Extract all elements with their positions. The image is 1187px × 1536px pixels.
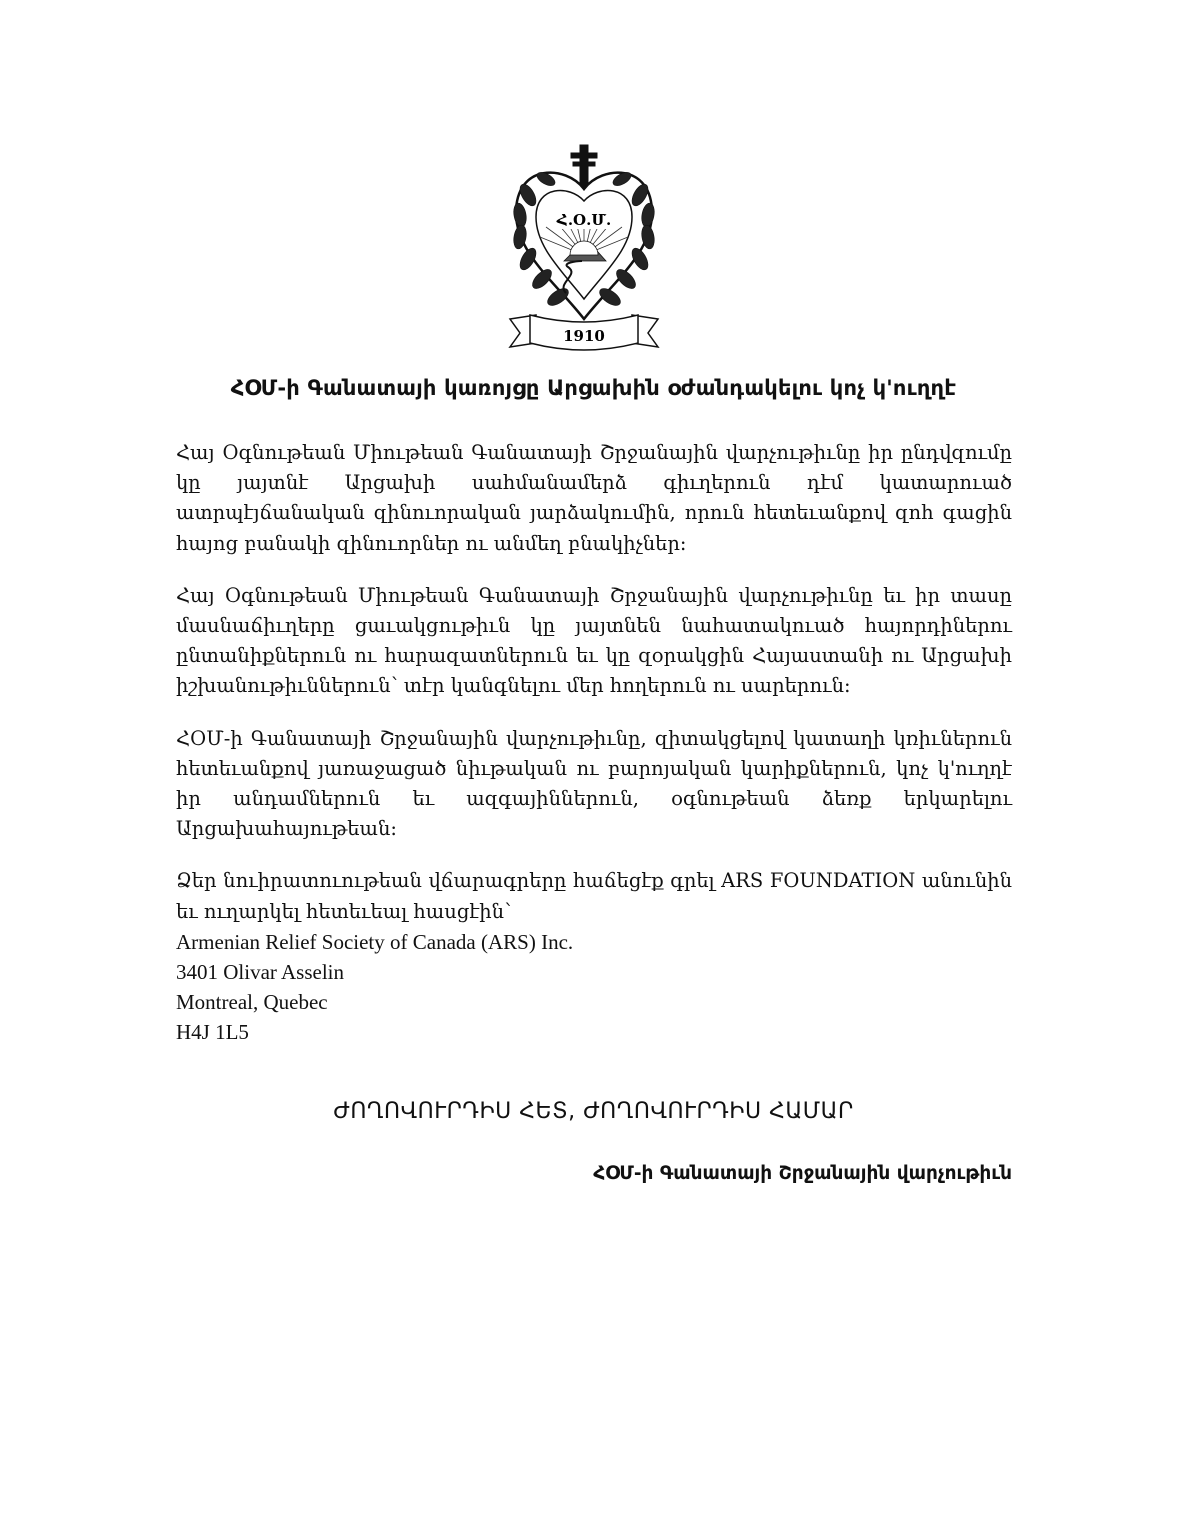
page-title: ՀՕՄ-ի Գանատայի կառոյցը Արցախին օժանդակելու կոչ կ'ուղղէ <box>230 376 957 400</box>
address-line-street: 3401 Olivar Asselin <box>176 960 344 985</box>
ars-emblem <box>506 143 662 355</box>
address-line-organization: Armenian Relief Society of Canada (ARS) Inc. <box>176 929 574 954</box>
address-line-city: Montreal, Quebec <box>176 990 328 1015</box>
emblem-graphic <box>506 143 662 355</box>
signature: ՀՕՄ-ի Գանատայի Շրջանային վարչութիւն <box>593 1163 1012 1184</box>
paragraph-4: Ձեր նուիրատուութեան վճարագրերը հաճեցէք գրել ARS FOUNDATION անունին եւ ուղարկել հետեւեալ հասցէին՝ <box>176 869 1012 923</box>
paragraph-2: Հայ Օգնութեան Միութեան Գանատայի Շրջանային վարչութիւնը եւ իր տասը մասնաճիւղերը ցաւակցութիւն կը յայտնեն նահատակուած հայորդիներու ընտանիքներուն ու հարազատներուն եւ կը զօրակցին Հայաստանի ու Արցախի իշխանութիւններուն՝ տէր կանգնելու մեր հողերուն ու սարերուն։ <box>176 583 1012 698</box>
address-line-postal-code: H4J 1L5 <box>176 1020 249 1045</box>
paragraph-1: Հայ Օգնութեան Միութեան Գանատայի Շրջանային վարչութիւնը իր ընդվզումը կը յայտնէ Արցախի սահմանամերձ գիւղերուն դէմ կատարուած ատրպէյճանական զինուորական յարձակումին, որուն հետեւանքով զոհ գացին հայոց բանակի զինուորներ ու անմեղ բնակիչներ։ <box>176 441 1012 555</box>
letter-body <box>176 438 1012 1048</box>
paragraph-3: ՀՕՄ-ի Գանատայի Շրջանային վարչութիւնը, զիտակցելով կատաղի կռիւներուն հետեւանքով յառաջացած նիւթական ու բարոյական կարիքներուն, կոչ կ'ուղղէ իր անդամներուն եւ ազգայիններուն, օգնութեան ձեռք երկարելու Արցախահայութեան։ <box>176 726 1012 841</box>
donation-instructions <box>176 866 1012 1047</box>
emblem-monogram: Հ.Օ.Մ. <box>556 211 612 229</box>
motto: ԺՈՂՈՎՈՒՐԴԻՍ ՀԵՏ, ԺՈՂՈՎՈՒՐԴԻՍ ՀԱՄԱՐ <box>333 1099 854 1124</box>
emblem-year: 1910 <box>563 327 605 345</box>
